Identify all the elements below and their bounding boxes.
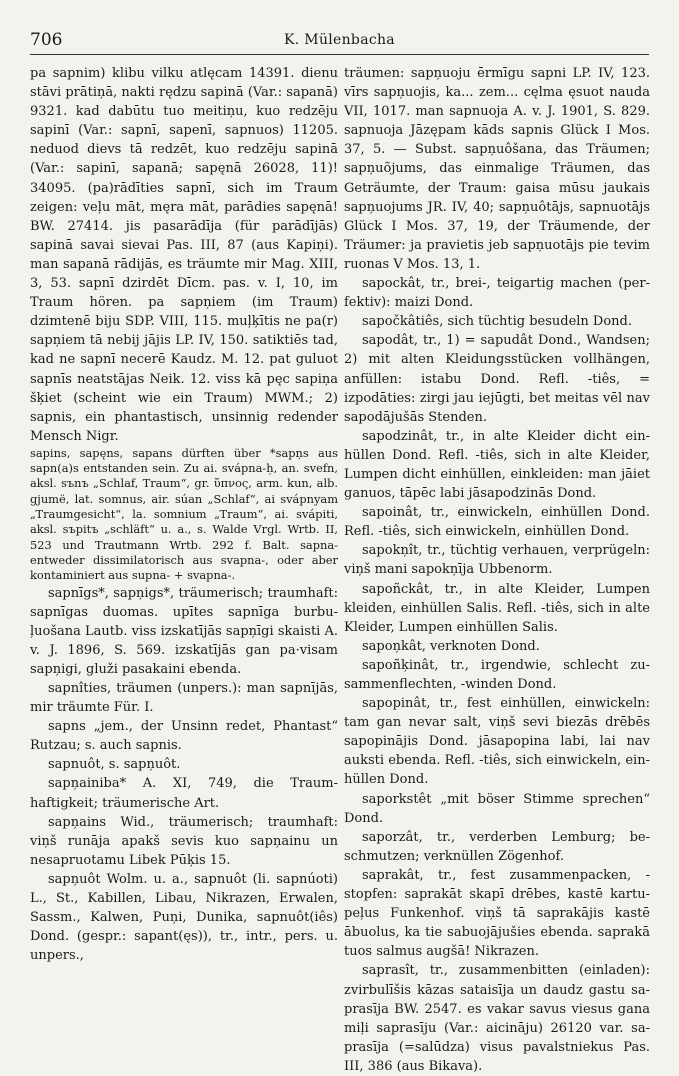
entry-saporkstet: saporkstêt „mit böser Stimme sprechen“ Dond.: [344, 791, 650, 826]
entry-sapnainiba: sapņainiba* A. XI, 749, die Traumhaftigkeit; träumerische Art.: [30, 776, 338, 811]
entry-sapockaties: sapočkâtiês, sich tüchtig besudeln Dond.: [362, 314, 633, 330]
entry-sapnains: sapņains Wid., träumerisch; traumhaft: viņš runāja apakš sevis kuo sapņainu un nesapruotamu Libek Pūķis 15.: [30, 814, 338, 868]
entry-sapockat: sapockât, tr., brei-, teigartig machen (perfektiv): maizi Dond.: [344, 276, 650, 311]
entry-sapnuot: sapņuôt Wolm. u. a., sapnuôt (li. sapnúoti) L., St., Kabillen, Libau, Nikrazen, Erwalen, Sassm., Kalwen, Puņi, Dunika, sapnuôt(iês) Dond. (gespr.: sapant(ęs)), tr., intr., pers. u. unpers.,: [30, 871, 338, 964]
running-head: K. Mülenbacha: [284, 32, 395, 48]
entry-saponkat: sapoņkât, verknoten Dond.: [362, 638, 540, 654]
entry-sapoknit: sapokņît, tr., tüchtig verhauen, verprügeln: viņš mani sapokņīja Ubbenorm.: [344, 543, 650, 578]
right-column: [344, 64, 650, 1076]
entry-sapopinat: sapopinât, tr., fest einhüllen, einwickeln: tam gan nevar salt, viņš sevi biezās drēbēs sapopinājis Dond. jāsapopina labi, lai nav auksti ebenda. Refl. -tiês, sich einwickeln, einhüllen Dond.: [344, 696, 650, 788]
page-header: [30, 28, 649, 55]
entry-sapns: sapns „jem., der Unsinn redet, Phantast“ Rutzau; s. auch sapnis.: [30, 719, 338, 754]
left-column: [30, 64, 338, 965]
entry-saprasit: saprasît, tr., zusammenbitten (einladen): zvirbulīšis kāzas sataisīja un daudz gastu saprasīja BW. 2547. es vakar savus viesus gana miļi saprasīju (Var.: aicināju) 26120 var. saprasīja (=salūdza) visus pavalstniekus Pas. III, 386 (aus Bikava).: [344, 963, 650, 1074]
entry-sapnigs: sapnīgs*, sapņigs*, träumerisch; traumhaft: sapnīgas duomas. upītes sapnīga burbuļuošana Lautb. viss izskatījās sapņīgi skaisti A. v. J. 1896, S. 569. izskatījās gan pa·visam sapņigi, gluži pasakaini ebenda.: [30, 585, 338, 677]
entry-saponkinat: sapoñķinât, tr., irgendwie, schlecht zusammenflechten, -winden Dond.: [344, 657, 650, 692]
entry-saporzat: saporzât, tr., verderben Lemburg; beschmutzen; verknüllen Zögenhof.: [344, 829, 650, 864]
entry-sapnities: sapnîties, träumen (unpers.): man sapnījās, mir träumte Für. I.: [30, 681, 338, 716]
entry-sapodat: sapodât, tr., 1) = sapudât Dond., Wandsen; 2) mit alten Kleidungsstücken vollhängen, anfüllen: istabu Dond. Refl. -tiês, = izpodāties: zirgi jau iejūgti, bet meitas vēl nav sapodājušās Stenden.: [344, 333, 650, 425]
entry-saponckat: sapoñckât, tr., in alte Kleider, Lumpen kleiden, einhüllen Salis. Refl. -tiês, sich in alte Kleider, Lumpen einhüllen Salis.: [344, 581, 650, 635]
entry-sapodzinat: sapodzinât, tr., in alte Kleider dicht einhüllen Dond. Refl. -tiês, sich in alte Kleider, Lumpen dicht einhüllen, einkleiden: man jāiet ganuos, tāpēc labi jāsapodzinās Dond.: [344, 428, 650, 502]
entry-continuation: träumen: sapņuoju ērmīgu sapni LP. IV, 123. vīrs sapņuojis, ka... zem... cęlma ęsuot nauda VII, 1017. man sapnuoja A. v. J. 1901, S. 829. sapnuoja Jāzępam kāds sapnis Glück I Mos. 37, 5. — Subst. sapņuôšana, das Träumen; sapņuõjums, das einmalige Träumen, das Geträumte, der Traum: gaisa mūsu jaukais sapņuojums JR. IV, 40; sapņuôtājs, sapnuotājs Glück I Mos. 37, 19, der Träumende, der Träumer: ja pravietis jeb sapņuotājs pie tevim ruonas V Mos. 13, 1.: [344, 66, 650, 272]
page-number: 706: [30, 30, 63, 50]
entry-sapnuot-ref: sapnuôt, s. sapņuôt.: [48, 757, 181, 773]
entry-sapoinat: sapoinât, tr., einwickeln, einhüllen Dond. Refl. -tiês, sich einwickeln, einhüllen Dond.: [344, 505, 650, 540]
entry-continuation: pa sapnim) klibu vilku atlęcam 14391. dienu stāvi prātiņā, nakti rędzu sapinā (Var.: sapanā) 9321. kad dabūtu tuo meitiņu, kuo redzēju sapinī (Var.: sapnī, sapenī, sapnuos) 11205. neduod dievs tā redzēt, kuo redzēju sapinā (Var.: sapinī, sapanā; sapęnā 26028, 11)! 34095. (pa)rādīties sapnī, sich im Traum zeigen: veļu māt, męra māt, parādies sapęnā! BW. 27414. jis pasarādīja (für parādījās) sapinā savai sievai Pas. III, 87 (aus Kapiņi). man sapanā rādijās, es träumte mir Mag. XIII, 3, 53. sapnī dzirdēt Dīcm. pas. v. I, 10, im Traum hören. pa sapņiem (im Traum) dzimtenē biju SDP. VIII, 115. muļķītis ne pa(r) sapņiem tā nebij jājis LP. IV, 150. satiktiēs tad, kad ne sapnī necerē Kaudz. M. 12. pat guluot sapnīs neatstājas Neik. 12. viss kā pęc sapiņa šķiet (scheint wie ein Traum) MWM.; 2) sapnis, ein phantastisch, unsinnig redender Mensch Nigr.: [30, 66, 338, 444]
etymology-note: sapins, sapęns, sapans dürften über *sapņs aus sapn(a)s entstanden sein. Zu ai. svápna-ḥ, an. svefn, aksl. sъnъ „Schlaf, Traum“, gr. ὕπνος, arm. kun, alb. gjumë, lat. somnus, air. súan „Schlaf“, ai svápnyam „Traumgesicht“, la. somnium „Traum“, ai. svápiti, aksl. sъpitъ „schläft“ u. a., s. Walde Vrgl. Wrtb. II, 523 und Trautmann Wrtb. 292 f. Balt. sapna- entweder dissimilatorisch aus svapna-, oder aber kontaminiert aus supna- + svapna-.: [30, 445, 338, 583]
entry-saprakat: saprakât, tr., fest zusammenpacken, -stopfen: saprakāt skapī drēbes, kastē kartupeļus Funkenhof. viņš tā saprakājis kastē ābuolus, ka tie sabuojājušies ebenda. saprakā tuos salmus augšā! Nikrazen.: [344, 867, 650, 960]
